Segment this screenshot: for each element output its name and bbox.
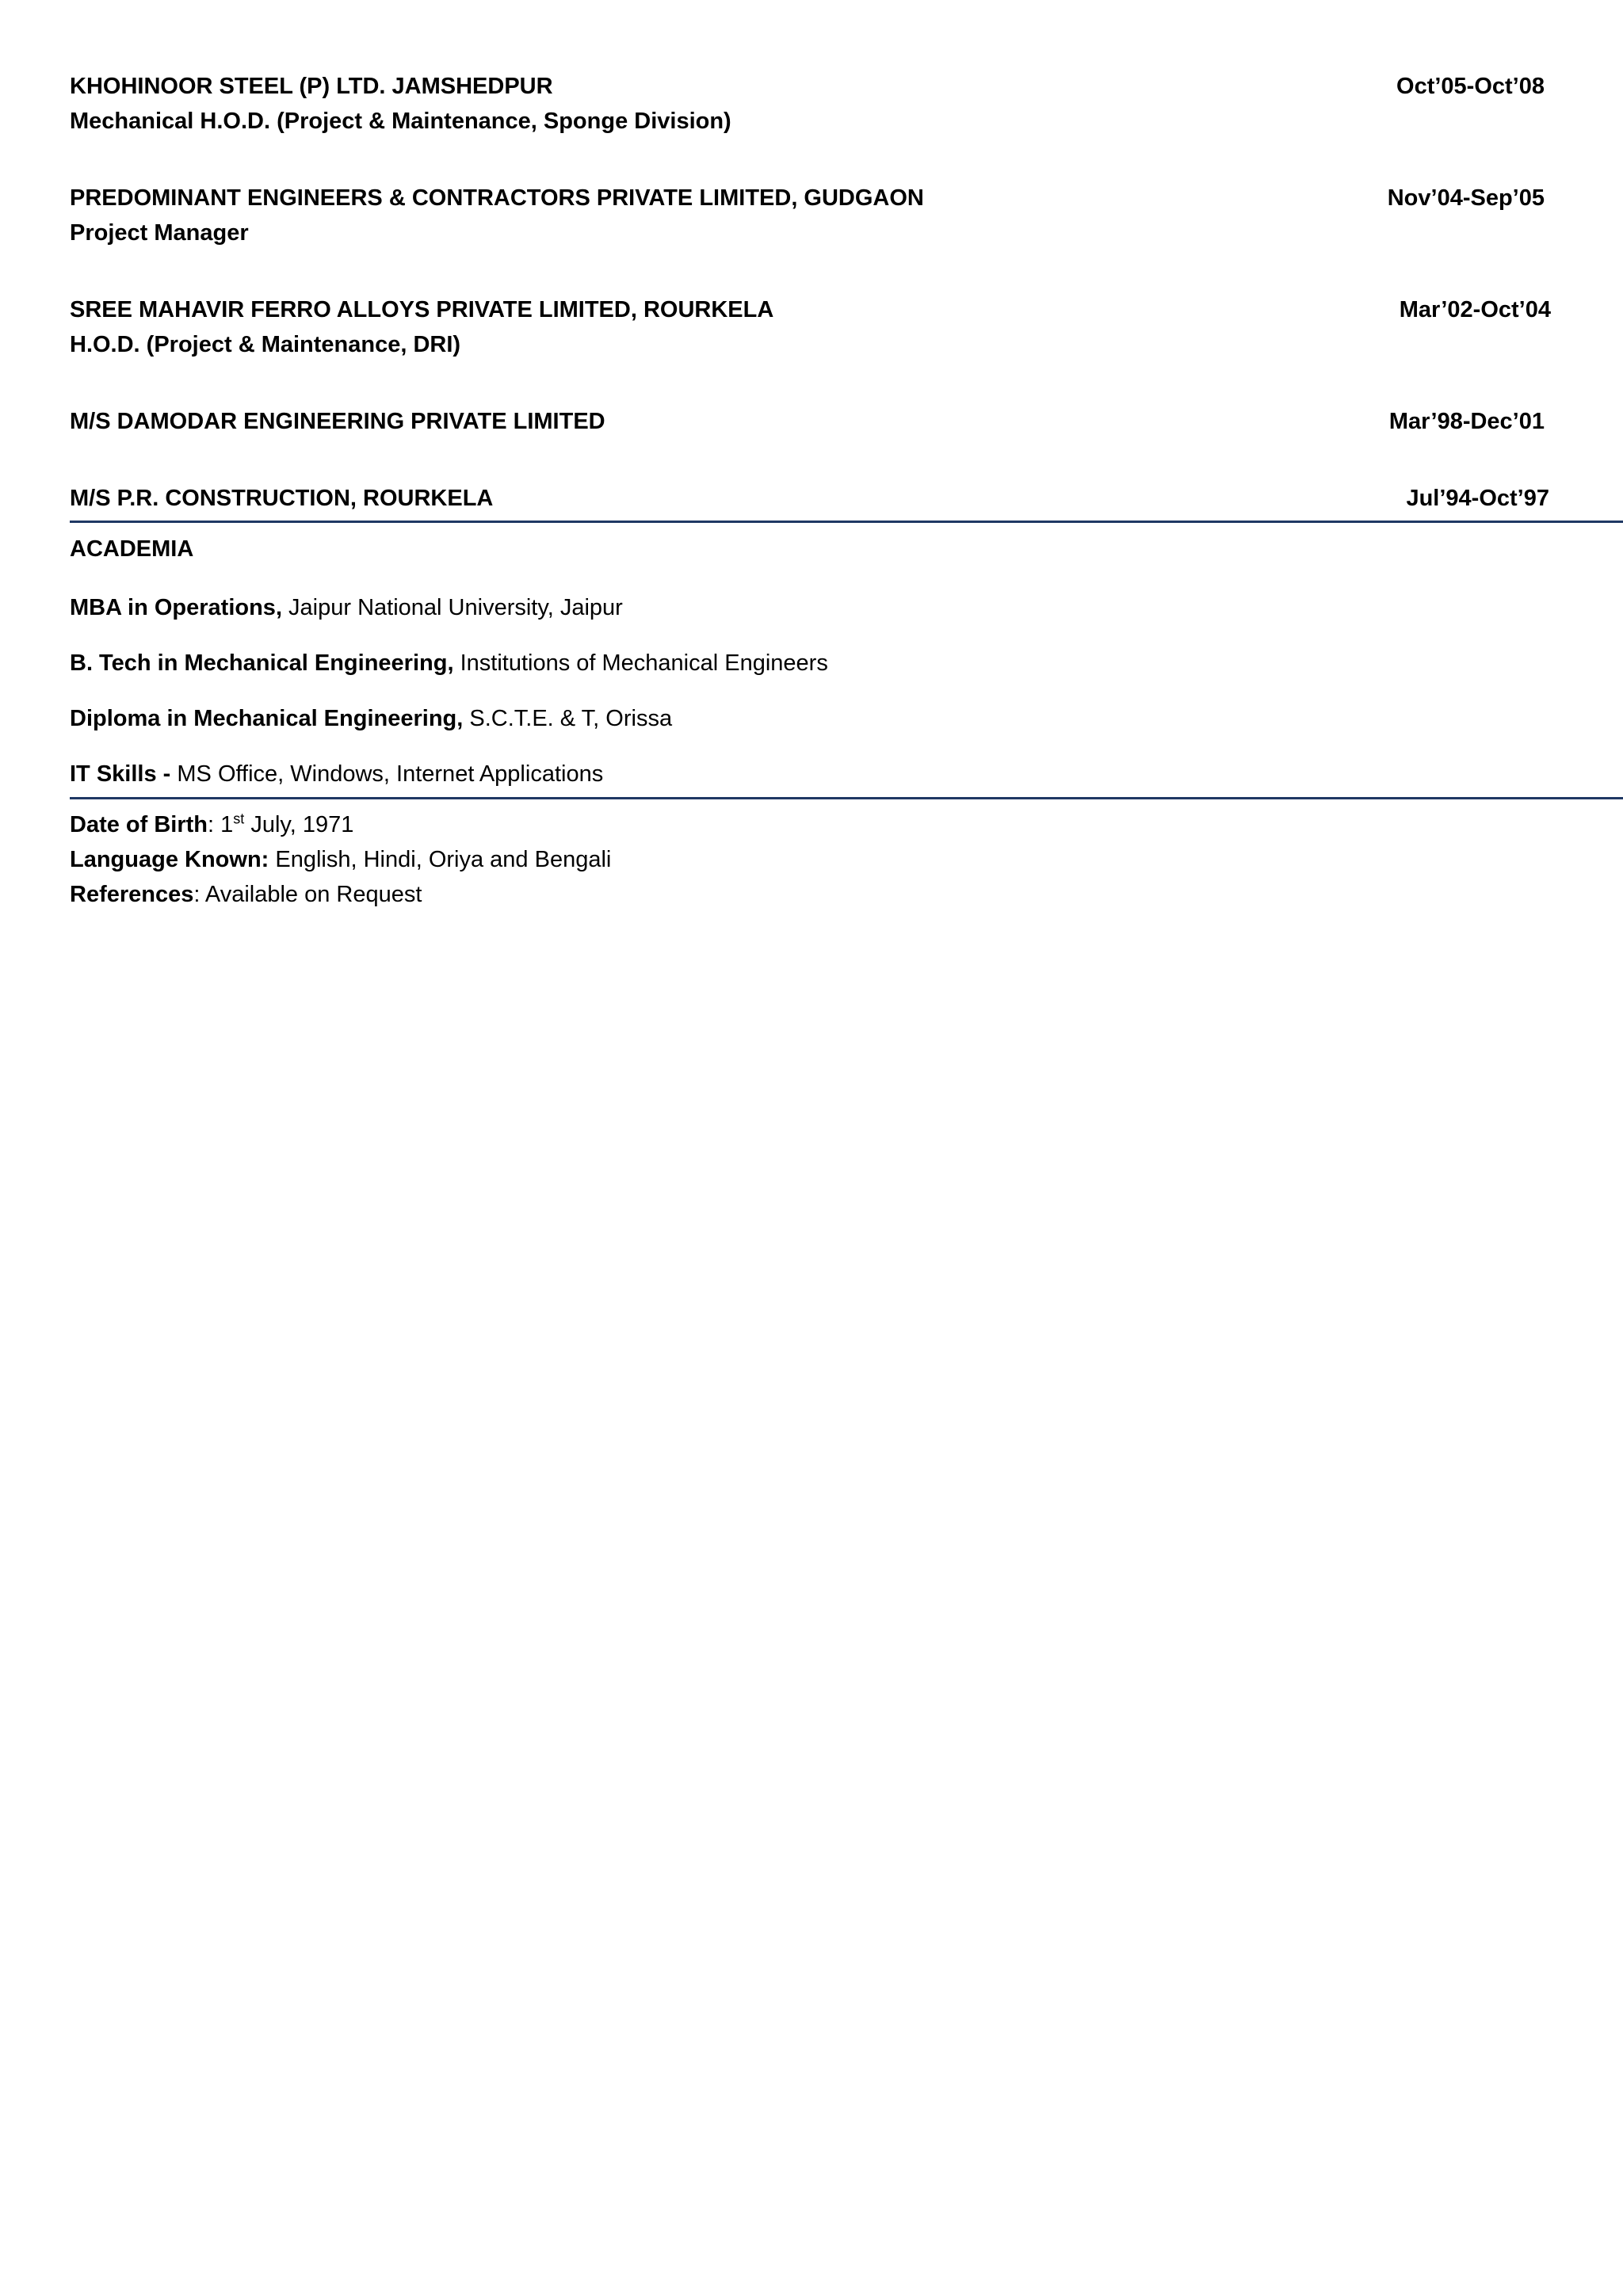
languages-label: Language Known:	[70, 847, 269, 872]
section-heading-academia: ACADEMIA	[70, 536, 194, 562]
job-title: H.O.D. (Project & Maintenance, DRI)	[70, 332, 461, 357]
job-title: Mechanical H.O.D. (Project & Maintenance, Sponge Division)	[70, 109, 731, 134]
date-of-birth	[70, 810, 353, 839]
dob-day: 1	[220, 812, 234, 837]
dob-ordinal: st	[233, 810, 245, 827]
degree-institution: Jaipur National University, Jaipur	[282, 595, 623, 620]
dob-rest: July, 1971	[244, 812, 354, 837]
company-name: PREDOMINANT ENGINEERS & CONTRACTORS PRIVATE LIMITED, GUDGAON	[70, 185, 924, 211]
company-name: KHOHINOOR STEEL (P) LTD. JAMSHEDPUR	[70, 74, 553, 99]
it-skills-label: IT Skills -	[70, 761, 171, 787]
company-name: M/S DAMODAR ENGINEERING PRIVATE LIMITED	[70, 409, 605, 434]
references-label: References	[70, 882, 194, 907]
it-skills	[70, 760, 603, 788]
employment-period: Mar’98-Dec’01	[1388, 409, 1545, 434]
academia-item	[70, 593, 623, 622]
degree-institution: Institutions of Mechanical Engineers	[453, 650, 828, 676]
degree-label: MBA in Operations,	[70, 595, 282, 620]
languages-value: English, Hindi, Oriya and Bengali	[269, 847, 612, 872]
employment-period: Oct’05-Oct’08	[1396, 74, 1545, 99]
job-title: Project Manager	[70, 220, 249, 246]
references	[70, 880, 422, 909]
section-divider	[70, 797, 1623, 799]
it-skills-value: MS Office, Windows, Internet Applications	[170, 761, 604, 787]
company-name: SREE MAHAVIR FERRO ALLOYS PRIVATE LIMITED, ROURKELA	[70, 297, 774, 322]
languages-known	[70, 845, 611, 874]
degree-institution: S.C.T.E. & T, Orissa	[463, 706, 673, 731]
company-name: M/S P.R. CONSTRUCTION, ROURKELA	[70, 486, 494, 511]
dob-label: Date of Birth	[70, 812, 208, 837]
degree-label: B. Tech in Mechanical Engineering,	[70, 650, 454, 676]
dob-separator: :	[208, 812, 221, 837]
employment-period: Mar’02-Oct’04	[1399, 297, 1551, 322]
section-divider	[70, 521, 1623, 523]
employment-period: Jul’94-Oct’97	[1406, 486, 1549, 511]
references-value: : Available on Request	[193, 882, 422, 907]
degree-label: Diploma in Mechanical Engineering,	[70, 706, 464, 731]
employment-period: Nov’04-Sep’05	[1387, 185, 1545, 211]
academia-item	[70, 649, 828, 677]
academia-item	[70, 704, 672, 733]
